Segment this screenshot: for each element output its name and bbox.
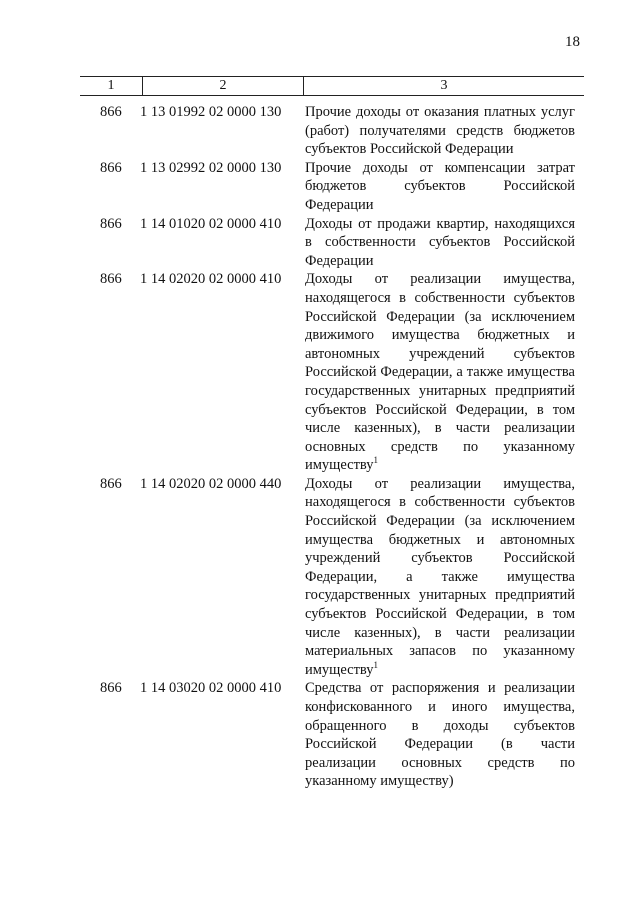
revenue-description: [303, 679, 575, 791]
revenue-code: 1 14 02020 02 0000 410: [140, 271, 282, 288]
table-row: [80, 215, 584, 271]
revenue-description: [303, 475, 575, 680]
table-row: [80, 679, 584, 791]
admin-code: 866: [100, 475, 122, 492]
admin-code: 866: [100, 271, 122, 288]
header-col-1: 1: [80, 77, 143, 95]
revenue-code: 1 13 02992 02 0000 130: [140, 159, 282, 176]
table-row: [80, 159, 584, 215]
revenue-description: [303, 103, 575, 159]
description-text: Средства от распоряжения и реализации конфискованного и иного имущества, обращенного в доходы субъектов Российской Федерации (в части реализации основных средств по указанному имуществу): [305, 680, 575, 790]
admin-code: 866: [100, 104, 122, 120]
revenue-code: 1 14 02020 02 0000 440: [140, 475, 282, 492]
page-number: 18: [565, 34, 580, 50]
table-row: [80, 475, 584, 680]
table-row: [80, 270, 584, 475]
table-body: [80, 103, 584, 791]
description-text: Доходы от реализации имущества, находящегося в собственности субъектов Российской Федерации (за исключением движимого имущества бюджетных и автономных учреждений субъектов Российской Федерации, а также имущества государственных унитарных предприятий субъектов Российской Федерации, в том числе казенных), в части реализации основных средств по указанному имуществу: [305, 271, 575, 474]
revenue-description: [303, 215, 575, 271]
description-text: Прочие доходы от компенсации затрат бюджетов субъектов Российской Федерации: [305, 159, 575, 213]
header-col-3: 3: [440, 78, 448, 93]
admin-code: 866: [100, 680, 122, 697]
revenue-description: [303, 270, 575, 475]
description-text: Доходы от продажи квартир, находящихся в собственности субъектов Российской Федерации: [305, 215, 575, 269]
description-text: Прочие доходы от оказания платных услуг (работ) получателями средств бюджетов субъектов Российской Федерации: [305, 104, 575, 158]
description-text: Доходы от реализации имущества, находящегося в собственности субъектов Российской Федерации (за исключением имущества бюджетных и автономных учреждений субъектов Российской Федерации, а также имущества государственных унитарных предприятий субъектов Российской Федерации, в том числе казенных), в части реализации материальных запасов по указанному имуществу: [305, 475, 575, 678]
footnote-mark: 1: [373, 659, 379, 670]
admin-code: 866: [100, 159, 122, 176]
admin-code: 866: [100, 215, 122, 232]
revenue-code: 1 14 01020 02 0000 410: [140, 215, 282, 232]
footnote-mark: 1: [373, 455, 379, 466]
revenue-code: 1 13 01992 02 0000 130: [140, 104, 282, 120]
revenue-description: [303, 159, 575, 215]
header-col-2: 2: [143, 77, 304, 95]
table-header: [80, 76, 584, 96]
table-row: [80, 103, 584, 159]
revenue-code: 1 14 03020 02 0000 410: [140, 680, 282, 697]
